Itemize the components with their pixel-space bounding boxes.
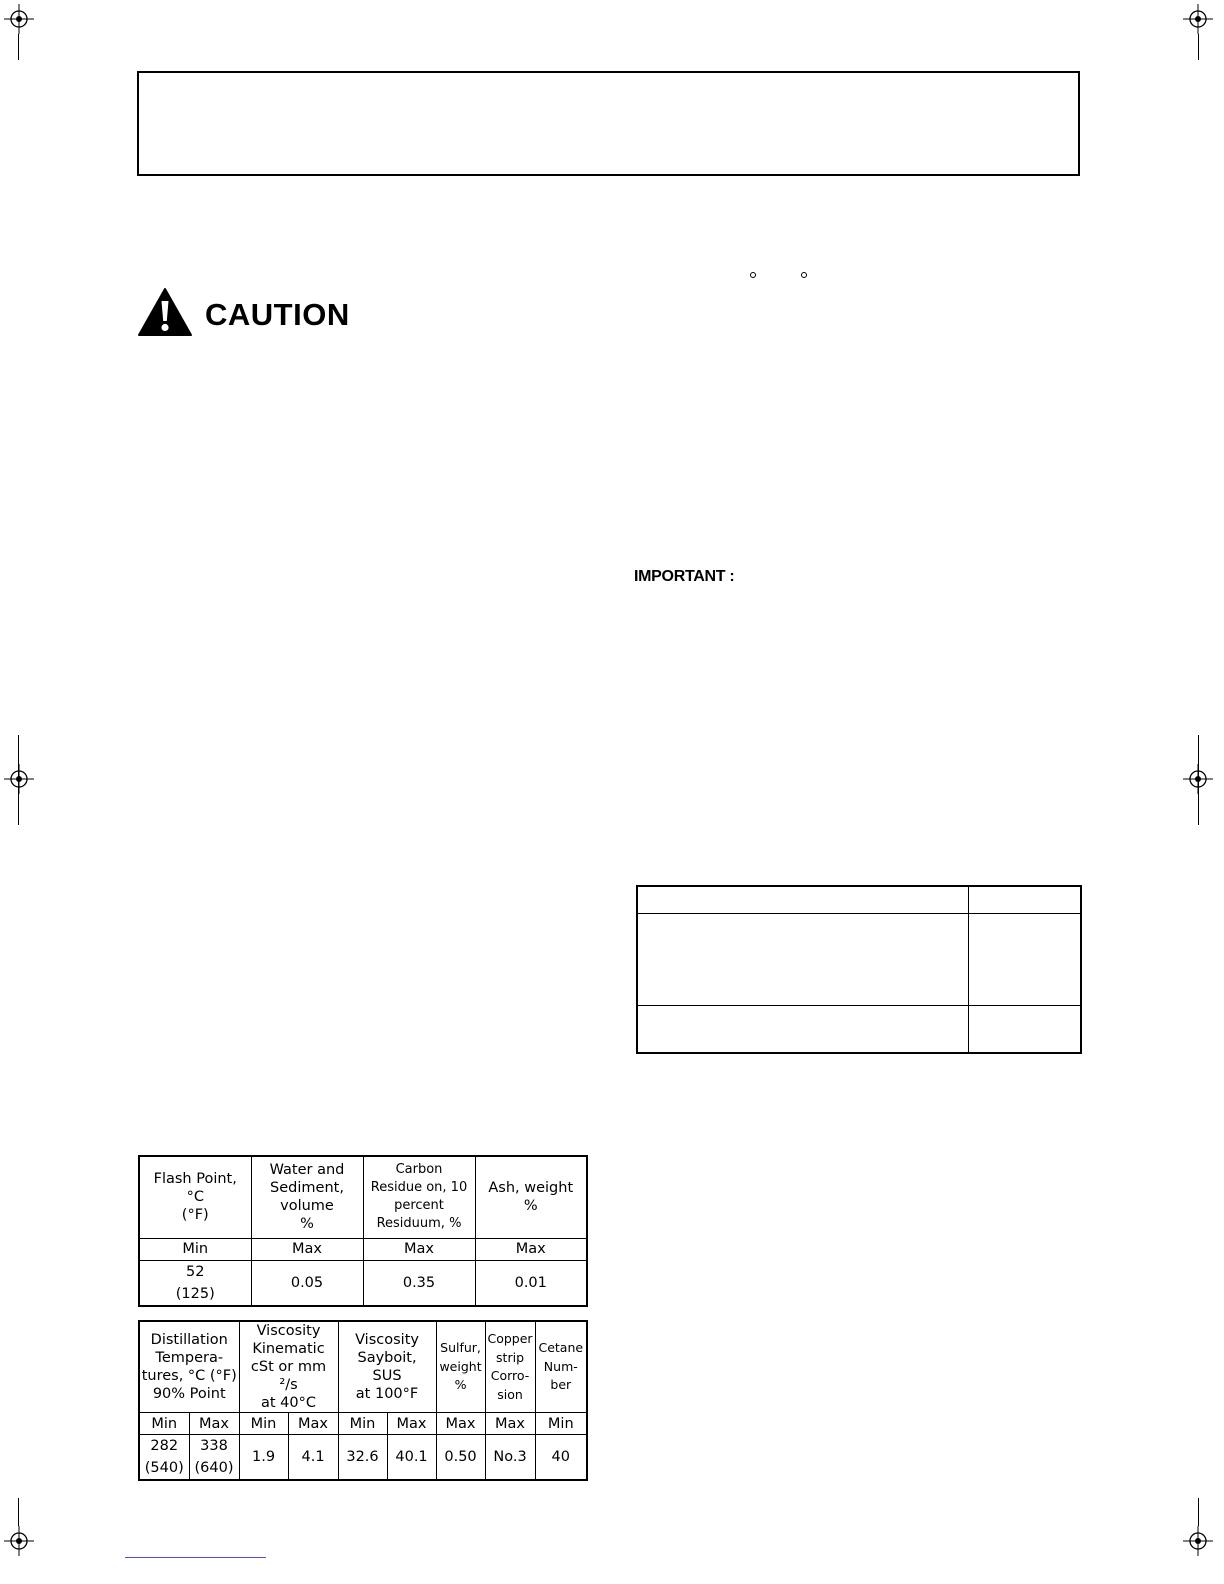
table-header-cell: Viscosity Kinematic cSt or mm ²/s at 40°C [239, 1321, 338, 1413]
crop-line-bottom-right [1198, 1498, 1199, 1526]
table-limit-cell: Max [251, 1238, 363, 1260]
table-header-cell: Sulfur, weight % [436, 1321, 485, 1413]
table-value-cell: 0.05 [251, 1260, 363, 1306]
crop-line-top-right [1198, 34, 1199, 60]
table-row-divider [638, 913, 1080, 914]
important-label: IMPORTANT : [634, 568, 735, 585]
registration-mark-mid-left [4, 764, 34, 794]
table-value-cell: 4.1 [288, 1435, 338, 1481]
table-limit-cell: Max [436, 1413, 485, 1435]
table-header-cell: Viscosity Sayboit, SUS at 100°F [338, 1321, 436, 1413]
table-header-cell: Water and Sediment, volume % [251, 1156, 363, 1238]
table-value-cell: 0.01 [475, 1260, 587, 1306]
empty-grid-table [636, 885, 1082, 1054]
table-column-divider [968, 887, 969, 1052]
table-value-cell: 32.6 [338, 1435, 387, 1481]
registration-mark-top-left [4, 4, 34, 34]
fuel-spec-table-2 [138, 1320, 588, 1481]
table-value-cell: 52 (125) [139, 1260, 251, 1306]
header-box [137, 71, 1080, 176]
table-row-divider [638, 1005, 1080, 1006]
fuel-spec-table-1 [138, 1155, 588, 1307]
degree-mark [801, 272, 807, 278]
crop-line-top-left [18, 34, 19, 60]
table-value-cell: 1.9 [239, 1435, 288, 1481]
table-limit-cell: Max [485, 1413, 535, 1435]
table-header-cell: Copper strip Corro- sion [485, 1321, 535, 1413]
table-limit-cell: Max [189, 1413, 239, 1435]
table-limit-cell: Min [239, 1413, 288, 1435]
registration-mark-top-right [1183, 4, 1213, 34]
table-value-cell: 338 (640) [189, 1435, 239, 1481]
table-value-cell: 40.1 [387, 1435, 436, 1481]
degree-mark [750, 272, 756, 278]
table-limit-cell: Min [535, 1413, 587, 1435]
registration-mark-bottom-left [4, 1526, 34, 1556]
warning-triangle-icon [137, 287, 193, 341]
registration-mark-bottom-right [1183, 1526, 1213, 1556]
caution-heading [137, 288, 350, 340]
caution-label: CAUTION [205, 296, 350, 332]
table-header-cell: Cetane Num- ber [535, 1321, 587, 1413]
table-limit-cell: Max [288, 1413, 338, 1435]
table-value-cell: 0.50 [436, 1435, 485, 1481]
table-header-cell: Ash, weight % [475, 1156, 587, 1238]
crop-line-bottom-left [18, 1498, 19, 1526]
table-limit-cell: Min [139, 1413, 189, 1435]
table-limit-cell: Max [475, 1238, 587, 1260]
table-value-cell: 40 [535, 1435, 587, 1481]
table-header-cell: Flash Point, °C (°F) [139, 1156, 251, 1238]
crop-line-mid-right [1198, 735, 1199, 825]
crop-line-mid-left [18, 735, 19, 825]
table-value-cell: No.3 [485, 1435, 535, 1481]
table-limit-cell: Max [363, 1238, 475, 1260]
table-limit-cell: Min [139, 1238, 251, 1260]
table-value-cell: 282 (540) [139, 1435, 189, 1481]
table-header-cell: Carbon Residue on, 10 percent Residuum, % [363, 1156, 475, 1238]
footer-link-underline[interactable] [125, 1557, 266, 1558]
table-header-cell: Distillation Tempera- tures, °C (°F) 90% Point [139, 1321, 239, 1413]
table-value-cell: 0.35 [363, 1260, 475, 1306]
table-limit-cell: Min [338, 1413, 387, 1435]
table-limit-cell: Max [387, 1413, 436, 1435]
